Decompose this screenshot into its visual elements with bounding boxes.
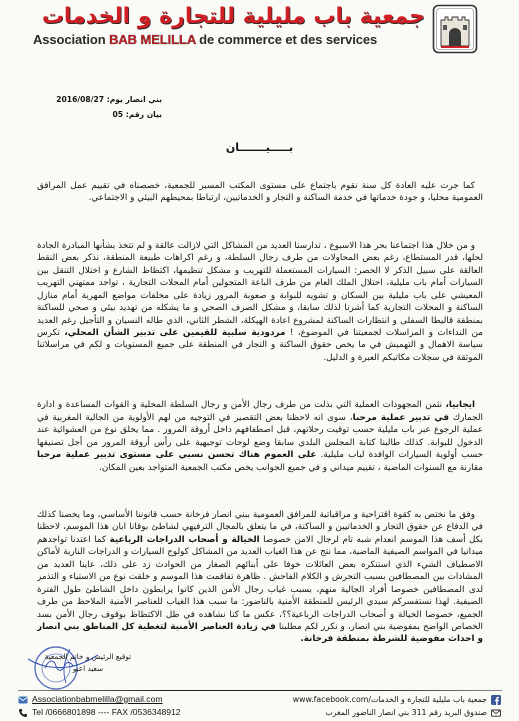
- paragraph-text: و من خلال هذا اجتماعنا بحر هذا الاسبوع ، تدارسنا العديد من المشاكل التي لازالت عالقة و لم تتخذ بشأنها المبادرة الجادة لحلها، قدر المستطاع، رغم بعض المحاولات من طرف رجال السلطة، و رغم اكراهات طبيعة المنطقة، نذكر بعض النقط العالقة على سبيل الذكر لا الحصر: السيارات المستعملة للتهريب و مشكل تنظيمها، اكتظاظ الشارع و اختلال التنقل بين السيارات أمام باب مليلية، احتلال الملك العام من طرف الباعة المتجولين أمام المحلات التجارية ، تواجد ممتهني التهريب المعيشي على باب مليلية بين السكان و تشويه للبوابة و صعوبة المرور زيادة على مخلفات مواضع المهربة أمام منازل الساكنة و المحلات التجارية كما أشرنا لذلك سابقا، و مشكل الصرف الصحي و ما يشكله من تهديد بيئي و صحي للساكنة بمنطقة قاليطا السفلى و انتظارات الساكنة لمشروع اعادة الهيكلة، الشطر الثاني، الذي طاله النسيان و التأجيل رغم العديد من النداءات و المراسلات لجمعيتنا في الموضوع، !: [37, 240, 483, 338]
- facebook-icon: [491, 695, 501, 705]
- footer-tel-fax: Tel /0666801898 ---- FAX /0536348912: [32, 707, 181, 717]
- footer-postal: صندوق البريد رقم 311 بني انصار الناضور المغرب: [325, 708, 487, 717]
- signature-block: [40, 651, 136, 675]
- envelope-icon: [491, 708, 501, 718]
- paragraph-emphasis: مردودية سلبية للقيمين على تدبير الشأن المحلي،: [64, 328, 286, 338]
- paragraph-text: مقارنة مع السنوات الماضية ، تقييم ميداني و في جميع الجوانب يخص مكتب الجمعية المتواجد بعين المكان.: [99, 462, 483, 473]
- paragraph-emphasis: الخيالة و أصحاب الدراجات الرباعية: [109, 534, 260, 545]
- email-icon: [18, 695, 28, 705]
- association-name-arabic: جمعية باب مليلية للتجارة و الخدمات: [41, 4, 425, 29]
- paragraph-emphasis: ايجابيا،: [445, 400, 475, 411]
- paragraph-positive: [37, 399, 483, 474]
- association-name-french: [33, 31, 377, 49]
- paragraph-problems: [37, 240, 483, 365]
- footer-contact: [18, 693, 181, 719]
- footer-address: [293, 693, 501, 719]
- statement-number: بيان رقم: 05: [112, 110, 162, 119]
- paragraph-text: تكرس سياسة الاهمال و التهميش في ما يخص حقوق الساكنة و التجار في المنطقة على جميع المستويات و لكم في مراسلاتنا الموثقة في سجلات مكاتبكم العبرة و الدليل.: [37, 328, 483, 363]
- paragraph-text: نثمن المجهودات العملية التي بذلت من طرف رجال الأمن و رجال السلطة المحلية و القوات المساعدة و ادارة الجمارك: [37, 400, 483, 423]
- title-fr-highlight: BAB MELILLA: [109, 32, 196, 47]
- paragraph-text: ، سوى انه لاحظنا بعض التقصير في التوجيه من لهم الأولوية من الجالية المغربية في عملية الرجوع عبر باب مليلية حسب توقيت رحلاتهم، قبل اصطفافهم داخل أروقة المرور . مما يخلق نوع من العشوائية عند الدخول للبوابة. كذلك طالبنا كتابة المجلس البلدي سابقا وضع لوحات توجيهية على رأس أروقة المرور من أجل تصنيفها حسب أولوية السيارات الوافدة لباب مليلية.: [37, 412, 483, 461]
- paragraph-security: [37, 509, 483, 646]
- president-name: سعيد اعبو: [72, 664, 104, 673]
- paragraph-text: كما جرت عليه العادة كل سنة نقوم باجتماع على مستوى المكتب المسير للجمعية، خصصناه في تقييم عمل المرافق العمومية محليا، و جودة خدماتها في خدمة الساكنة و التجار و الخدماتيين، ارتباطا بمحيطهم البيئي و الاجتماعي.: [37, 181, 483, 204]
- paragraph-text: كما اعتدنا تواجدهم ميدانيا في المواسم الصيفية الماضية، مما نتج عن هذا الغياب العديد من المشاكل كولوج السيارات و الدراجات النارية لأماكن الاصطياف الشيء الذي استنكره بعض العائلات خوفا على أبنائهم الصغار من الحوادث زد على ذلك، عاينا العديد من المشادات بين المصطافين بسبب التحرش و الكلام الفاحش . ظاهرة تفاقمت هذا الموسم و خلقت نوع من الاستياء و التذمر لدى المصطافين خصوصا أفراد الجالية منهم، بسبب غياب رجال الأمن الذين كانوا يرابطون داخل الشاطئ طول الفترة الصيفية. لهذا نستفسركم سيدي الرئيس للمنطقة الأمنية بالناضور: ما سبب هذا الغياب للعناصر الأمنية الملاحظ من طرف الجميع، خصوصا الخيالة و أصحاب الدراجات الرباعية؟؟، عكس ما كنا نشاهده في ظل الاكتظاظ بوقوف رجال الأمن بسد الخصاص الواضح بمفوضية بني انصار، و نكرر لكم مطلبنا: [37, 534, 483, 632]
- place-date: بني انصار يوم: 2016/08/27: [56, 95, 162, 104]
- title-fr-prefix: Association: [33, 32, 110, 47]
- phone-icon: [18, 708, 28, 718]
- paragraph-emphasis: في زيادة العناصر الأمنية لتغطية كل المناطق بني انصار و احداث مفوضية للشرطة بمنطقة فرخانة.: [37, 622, 483, 645]
- title-fr-suffix: de commerce et des services: [195, 32, 378, 47]
- footer-phone-row: [18, 706, 181, 719]
- gate-logo-icon: [432, 4, 478, 54]
- footer-facebook: www.facebook.com/جمعية باب مليلية للتجارة و الخدمات: [292, 695, 487, 704]
- paragraph-intro: [37, 180, 483, 205]
- footer-postal-row: [293, 706, 501, 719]
- footer-facebook-row: [293, 693, 501, 706]
- statement-meta: [50, 92, 162, 122]
- paragraph-emphasis: في تدبير عملية مرحبا: [352, 412, 450, 423]
- paragraph-text: وفق ما نختص به كقوة اقتراحية و مراقباتية للمرافق العمومية ببني انصار فرخانة حسب قانوننا الأساسي، وما يخصنا كذلك في الدفاع عن حقوق التجار و الخدماتيين و الساكنة، في ما يتعلق بالمجال الترفيهي لشاطئ بوقانا ابان هذا الموسم، لاحظنا بكل أسف هذا الموسم انعدام شبه تام لرجال الامن خصوصا: [37, 509, 483, 545]
- document-title: بـــــيـــــــان: [225, 141, 294, 154]
- statement-body: [37, 180, 483, 646]
- signature-label: توقيع الرئيس و خاتم الجمعية: [44, 652, 132, 661]
- paragraph-emphasis: على العموم هناك تحسن نسبي على مستوى تدبير عملية مرحبا: [37, 450, 317, 461]
- footer-email: Associationbabmelilla@gmail.com: [32, 694, 163, 704]
- footer-email-row: [18, 693, 181, 706]
